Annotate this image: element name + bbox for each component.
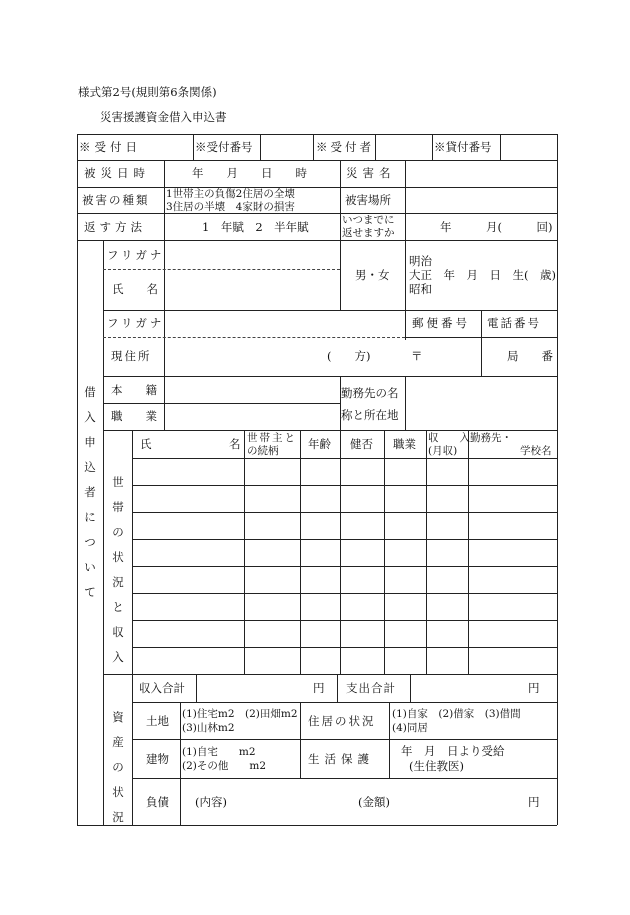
domicile-label: 本 籍 bbox=[111, 383, 157, 397]
disaster-name-label: 災害名 bbox=[346, 166, 396, 180]
era-meiji: 明治 bbox=[409, 254, 432, 268]
income-yen: 円 bbox=[313, 681, 325, 695]
col-health: 健否 bbox=[350, 437, 373, 451]
debt-yen: 円 bbox=[528, 795, 540, 809]
household-side-label: 世帯の状況と収入 bbox=[112, 475, 124, 664]
damage-options-line2: 3住居の半壊 4家財の損害 bbox=[166, 201, 295, 213]
era-showa: 昭和 bbox=[409, 282, 432, 296]
col-school-line2: 学校名 bbox=[520, 445, 552, 457]
address-label: 現住所 bbox=[111, 349, 152, 363]
phone-number-label: 電話番号 bbox=[487, 316, 541, 330]
building-label: 建物 bbox=[146, 752, 169, 766]
phone-exchange: 局 番 bbox=[507, 349, 553, 363]
disaster-datetime-value: 年 月 日 時 bbox=[192, 166, 307, 180]
postal-mark: 〒 bbox=[411, 349, 423, 363]
debt-amount: (金額) bbox=[358, 795, 390, 809]
until-when-line2: 返せますか bbox=[342, 227, 395, 239]
address-care-of: ( 方) bbox=[327, 349, 371, 363]
housing-line1: (1)自家 (2)借家 (3)借間 bbox=[392, 708, 521, 720]
col-name-2: 名 bbox=[229, 437, 241, 451]
workplace-line1: 勤務先の名 bbox=[341, 386, 399, 400]
col-income-line1: 収 入 bbox=[428, 432, 470, 444]
occupation-label: 職 業 bbox=[111, 409, 157, 423]
until-value: 年 月( 回) bbox=[440, 220, 553, 234]
land-line2: (3)山林m2 bbox=[182, 722, 235, 734]
gender-label: 男・女 bbox=[355, 268, 390, 282]
col-relation-line1: 世帯主と bbox=[247, 432, 297, 444]
livelihood-label: 生活保護 bbox=[308, 752, 374, 766]
col-relation-line2: の続柄 bbox=[247, 445, 279, 457]
name-label: 氏 名 bbox=[112, 282, 158, 296]
assets-side-label: 資産の状況 bbox=[112, 710, 124, 824]
damage-type-label: 被害の種類 bbox=[82, 193, 150, 207]
land-label: 土地 bbox=[146, 714, 169, 728]
col-school-line1: 勤務先・ bbox=[470, 432, 512, 444]
livelihood-line2: (生住教医) bbox=[409, 759, 464, 773]
income-total-label: 収入合計 bbox=[139, 681, 185, 695]
col-age: 年齢 bbox=[308, 437, 331, 451]
livelihood-line1: 年 月 日より受給 bbox=[401, 744, 505, 758]
workplace-line2: 称と所在地 bbox=[341, 408, 399, 422]
until-when-line1: いつまでに bbox=[342, 214, 395, 226]
postal-code-label: 郵便番号 bbox=[412, 316, 470, 330]
furigana-label-2: フリガナ bbox=[107, 316, 165, 330]
housing-status-label: 住居の状況 bbox=[308, 714, 376, 728]
receipt-number-label: ※受付番号 bbox=[195, 140, 253, 154]
applicant-section-label: 借入申込者について bbox=[84, 385, 96, 599]
repay-options: 1 年賦 2 半年賦 bbox=[202, 220, 309, 234]
era-taisho-birth: 大正 年 月 日 生( 歳) bbox=[409, 268, 556, 282]
debt-label: 負債 bbox=[146, 795, 169, 809]
damage-options-line1: 1世帯主の負傷2住居の全壊 bbox=[166, 188, 295, 200]
col-income-line2: (月収) bbox=[428, 445, 458, 457]
building-line1: (1)自宅 m2 bbox=[182, 746, 256, 758]
form-number: 様式第2号(規則第6条関係) bbox=[78, 85, 217, 99]
repay-method-label: 返す方法 bbox=[84, 220, 146, 234]
loan-number-label: ※貸付番号 bbox=[434, 140, 492, 154]
land-line1: (1)住宅m2 (2)田畑m2 bbox=[182, 708, 298, 720]
building-line2: (2)その他 m2 bbox=[182, 760, 267, 772]
expense-yen: 円 bbox=[528, 681, 540, 695]
damage-place-label: 被害場所 bbox=[345, 193, 391, 207]
housing-line2: (4)同居 bbox=[392, 722, 428, 734]
form-title: 災害援護資金借入申込書 bbox=[100, 110, 227, 124]
col-name-1: 氏 bbox=[140, 437, 152, 451]
disaster-datetime-label: 被災日時 bbox=[84, 166, 150, 180]
debt-content: (内容) bbox=[195, 795, 227, 809]
receiver-label: ※受付者 bbox=[316, 140, 374, 154]
expense-total-label: 支出合計 bbox=[346, 681, 396, 695]
col-job: 職業 bbox=[393, 437, 416, 451]
furigana-label-1: フリガナ bbox=[107, 248, 165, 262]
receipt-date-label: ※受付日 bbox=[79, 140, 141, 154]
